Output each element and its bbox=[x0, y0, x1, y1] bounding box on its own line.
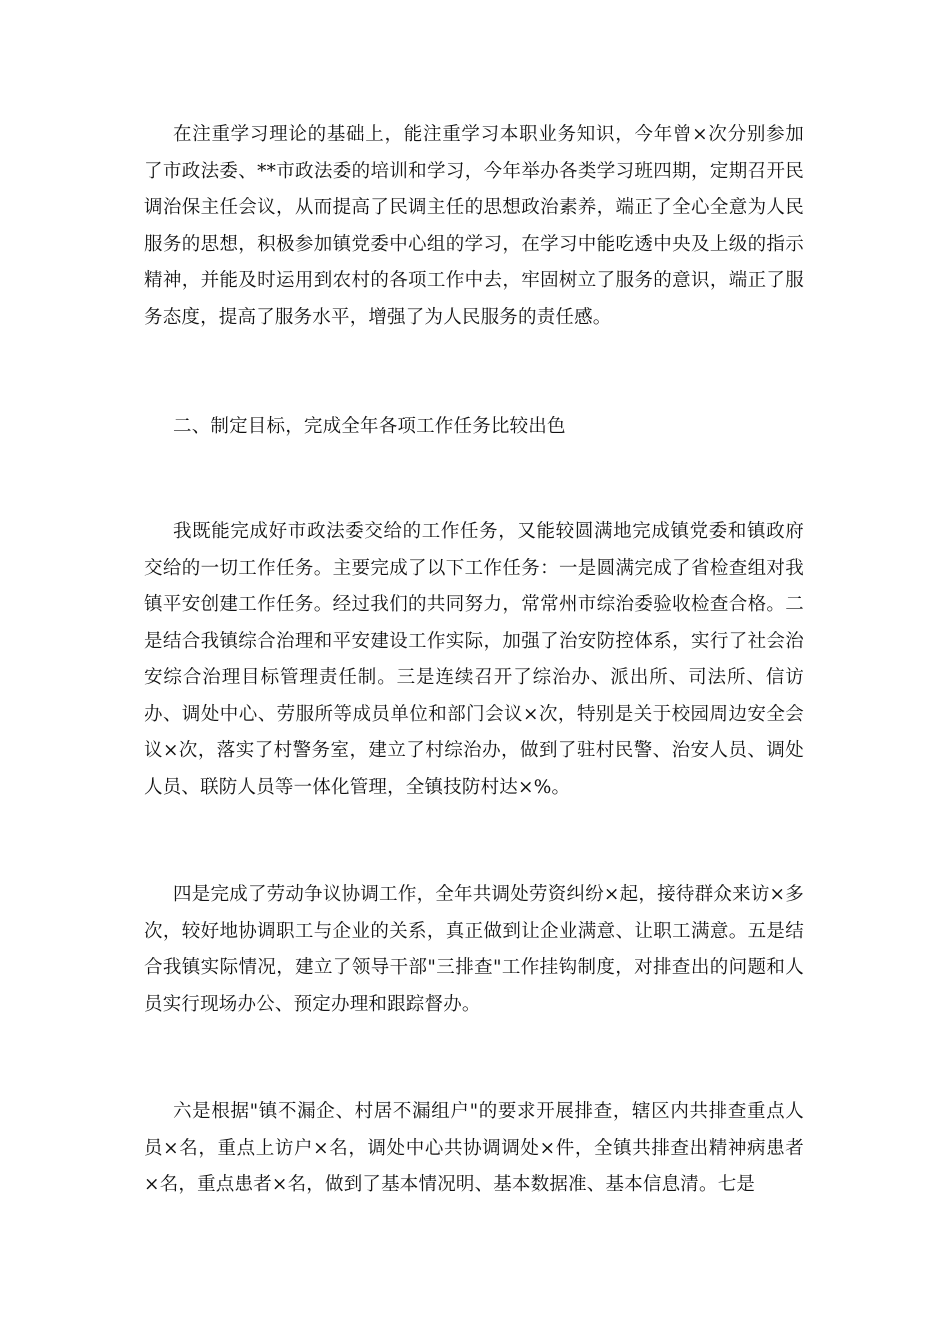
paragraph-tasks: 我既能完成好市政法委交给的工作任务，又能较圆满地完成镇党委和镇政府交给的一切工作任务。主要完成了以下工作任务：一是圆满完成了省检查组对我镇平安创建工作任务。经过我们的共同努力，常常州市综治委验收检查合格。二是结合我镇综合治理和平安建设工作实际，加强了治安防控体系，实行了社会治安综合治理目标管理责任制。三是连续召开了综治办、派出所、司法所、信访办、调处中心、劳服所等成员单位和部门会议×次，特别是关于校园周边安全会议×次，落实了村警务室，建立了村综治办，做到了驻村民警、治安人员、调处人员、联防人员等一体化管理，全镇技防村达×%。 bbox=[144, 521, 804, 798]
paragraph-investigation: 六是根据"镇不漏企、村居不漏组户"的要求开展排查，辖区内共排查重点人员×名，重点上访户×名，调处中心共协调调处×件，全镇共排查出精神病患者×名，重点患者×名，做到了基本情况明、基本数据准、基本信息清。七是 bbox=[144, 1101, 804, 1195]
paragraph-labor-disputes: 四是完成了劳动争议协调工作，全年共调处劳资纠纷×起，接待群众来访×多次，较好地协调职工与企业的关系，真正做到让企业满意、让职工满意。五是结合我镇实际情况，建立了领导干部"三排查"工作挂钩制度，对排查出的问题和人员实行现场办公、预定办理和跟踪督办。 bbox=[144, 884, 804, 1015]
section-heading-2: 二、制定目标，完成全年各项工作任务比较出色 bbox=[173, 416, 566, 437]
paragraph-study: 在注重学习理论的基础上，能注重学习本职业务知识，今年曾×次分别参加了市政法委、**市政法委的培训和学习，今年举办各类学习班四期，定期召开民调治保主任会议，从而提高了民调主任的思想政治素养，端正了全心全意为人民服务的思想，积极参加镇党委中心组的学习，在学习中能吃透中央及上级的指示精神，并能及时运用到农村的各项工作中去，牢固树立了服务的意识，端正了服务态度，提高了服务水平，增强了为人民服务的责任感。 bbox=[144, 124, 804, 328]
